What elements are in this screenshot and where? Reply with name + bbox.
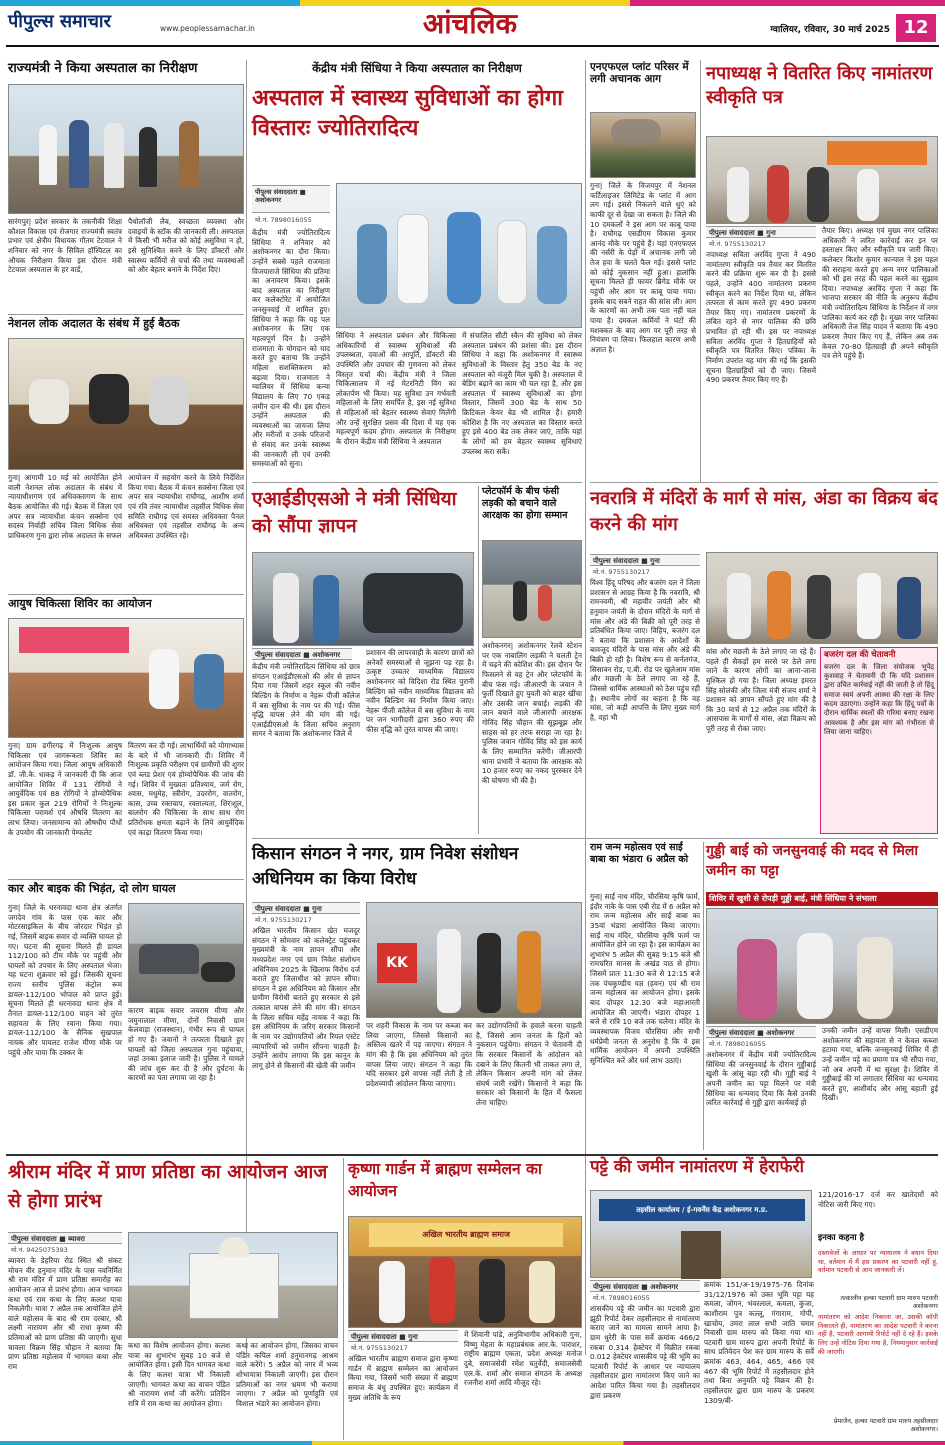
photo-ayush-camp <box>8 618 244 738</box>
a11-col1: अखिल भारतीय किसान खेत मजदूर संगठन ने सोमवार को कलेक्ट्रेट पहुंचकर मुख्यमंत्री के नाम ज्ञापन सौंपा और मध्यप्रदेश नगर एवं ग्राम निवेश संशोधन अधिनियम 2025 के खिलाफ विरोध दर्ज कराते हुए जिलाधीश को ज्ञापन सौंपा। संगठन ने इस अधिनियम को किसान और ग्रामीण विरोधी बताते हुए सरकार से इसे तत्काल वापस लेने की मांग की। संगठन के जिला सचिव महेंद्र नायक ने कहा कि इस अधिनियम के जरिए सरकार किसानों के नाम पर उद्योगपतियों और रियल एस्टेट व्यापारियों को जमीन सौंपना चाहती है। उन्होंने आरोप लगाया कि इस कानून के लागू होने से किसानों की खेती की जमीन <box>252 926 360 1070</box>
a13-col2: उनकी जमीन उन्हें वापस मिली। एसडीएम अशोकनगर की सहायता से न केवल कब्जा हटाया गया, बल्कि जनसुनवाई शिविर में ही उन्हें जमीन पट्टे का प्रमाण पत्र भी सौंपा गया, जो अब अपनी में था सुरक्षा है। शिविर में गुड्डीबाई की मां लगातार सिंधिया का धन्यवाद करते हुए, आशीर्वाद और आंसू बहाती हुई दिखीं। <box>822 1026 938 1103</box>
person-shape <box>104 123 124 188</box>
person-shape <box>379 1261 405 1323</box>
a16-quote2: नामांतरण को आदेश निकाला जा, उसकी कॉपी निकालते ही, नामांतरण का आदेश पटवारी ने करना नहीं है, पटवारी आगामी रिपोर्ट नहीं दे रहे हैं। इसके लिए उन्हें नोटिस दिया गया है, नियमानुसार कार्रवाई की जाएगी। <box>818 1313 938 1356</box>
a1-col1: सारंगपुर| प्रदेश सरकार के तकनीकी शिक्षा कौशल विकास एवं रोजगार राज्यमंत्री स्वतंत्र प्रभार एवं क्षेत्रीय विधायक गौतम टेटवाल ने शनिवार को नगर के सिविल हॉस्पिटल का औचक निरीक्षण किया इस दौरान मंत्री टेटवाल अस्पताल के हर वार्ड, <box>8 217 122 275</box>
person-shape <box>357 224 387 304</box>
divider <box>8 314 244 315</box>
person-shape <box>149 377 189 425</box>
mobile-a7: मो.नं. 9755130217 <box>709 240 766 248</box>
color-bar-cyan <box>0 0 300 6</box>
person-shape <box>857 169 879 221</box>
a6-col1: गुना| जिले के विजयपुर में नेशनल फर्टिलाइजर लिमिटेड के प्लांट में आग लग गई। इससे निकलने वाले धुएं को काफी दूर से देखा जा सकता है। जिले की 10 दमकलों ने इस आग पर काबू पाया है। राघौगढ़ एसडीएम विकास कुमार आनंद मौके पर पहुंचे हैं। यहां एनएफएल की नर्सरी के पेड़ों में अचानक लगी जो तेज हवा के चलते फैल गई। इससे प्लांट को कोई नुकसान नहीं हुआ। हालांकि सूचना मिलते ही फायर ब्रिगेड मौके पर पहुंची और आग पर काबू पाया गया। इसके बाद सबने राहत की सांस ली। आग के कारणों का अभी तक पता नहीं चल पाया है। दमकल कर्मियों ने घंटों की मशक्कत के बाद आग पर पूरी तरह से नियंत्रण पा लिया। फिलहाल कारण अभी अज्ञात है। <box>590 181 696 354</box>
brand-logo: पीपुल्स समाचार <box>8 11 111 32</box>
a1-col2: पैथोलॉजी लैब, स्वच्छता व्यवस्था और दवाइयों के स्टॉक की जानकारी ली। अस्पताल में किसी भी मरीज को कोई असुविधा न हो, इसे सुनिश्चित करने के लिए डॉक्टरों और स्वास्थ्य कर्मियों से चर्चा की तथा व्यवस्थाओं को और बेहतर बनाने के निर्देश दिए। <box>128 217 244 275</box>
headline-a2: नेशनल लोक अदालत के संबंध में हुई बैठक <box>8 317 180 330</box>
person-shape <box>857 937 893 1019</box>
a7-col2: तैयार किए। अध्यक्ष एवं मुख्य नगर पालिका अधिकारी ने त्वरित कार्रवाई कर इन पर हस्ताक्षर किए और स्वीकृति पत्र जारी किए। कलेक्टर किशोर कुमार कान्याल ने इस पहल की सराहना करते हुए अन्य नगर पालिकाओं को भी इस तरह की पहल करने का सुझाव दिया। नपाध्यक्ष अरविंद गुप्ता ने कहा कि भाजपा सरकार की नीति के अनुरूप केंद्रीय मंत्री ज्योतिरादित्य सिंधिया के निर्देशन में नगर पालिका कार्य कर रही है। मुख्य नगर पालिका अधिकारी तेज सिंह यादव ने बताया कि 490 प्रकरण तैयार किए गए हैं, लेकिन अब तक केवल 70-80 हितग्राही ही अपने स्वीकृति पत्र लेने पहुंचे हैं। <box>822 226 938 361</box>
person-shape <box>727 167 749 222</box>
divider <box>585 60 586 1355</box>
photo-nfl-fire <box>590 112 696 178</box>
person-shape <box>69 120 89 188</box>
a11-col3: कर उद्योगपतियों के हवाले करना चाहती है, जिससे आम जनता के हितों को नुकसान पहुंचेगा। संगठन ने चेतावनी दी कि सरकार किसानों के आंदोलन को दबाने के लिए कितनी भी ताकत लगा ले, लेकिन किसान अपनी मांग को लेकर संघर्ष जारी रखेंगे। किसानों ने कहा कि सरकार को किसानों के हित में फैसला लेना चाहिए। <box>476 1021 582 1108</box>
person-shape <box>517 931 541 1013</box>
a16-quote-title: इनका कहना है <box>818 1233 865 1243</box>
a4-col1: गुना| जिले के धरनावदा थाना क्षेत्र अंतर्गत जगदेव गांव के पास एक कार और मोटरसाइकिल के बीच जोरदार भिड़ंत हो गई, जिसमें बाइक सवार दो व्यक्ति घायल हो गए। घटना की सूचना मिलते ही डायल 112/100 को टीम मौके पर पहुंची और घायलों को उपचार के लिए अस्पताल भेजा। यह घटना शुक्रवार को हुई। जिसकी सूचना राज्य स्तरीय पुलिस कंट्रोल रूम डायल-112/100 भोपाल को प्राप्त हुई। सूचना मिलते ही धरनावदा थाना क्षेत्र में तैनात डायल-112/100 वाहन को तुरंत सहायता के लिए रवाना किया गया। डायल-112/100 के सैनिक सुखपाल नायक और पायलट राजेश मीणा मौके पर पहुंचे और पाया कि टक्कर के <box>8 903 122 1057</box>
divider <box>700 60 701 482</box>
person-shape <box>397 214 429 304</box>
mobile-a14: मो.नं. 9425075393 <box>11 1246 68 1254</box>
masthead <box>0 8 945 54</box>
person-shape <box>194 654 224 709</box>
stage-banner: अखिल भारतीय ब्राह्मण समाज <box>369 1223 563 1247</box>
mobile-a5: मो.नं. 7898016055 <box>255 216 312 224</box>
photo-scindia-hospital <box>336 183 582 328</box>
a7-col1: नपाध्यक्ष सविता अरविंद गुप्ता ने 490 नामांतरण स्वीकृति पत्र तैयार कर वितरित करने की प्रक्रिया शुरू कर दी है। इससे पहले, उन्होंने 400 नामांतरण प्रकरण स्वीकृत करने का निर्देश दिया था, लेकिन तत्परता से काम करते हुए 490 प्रकरण तैयार किए गए। नामांतरण प्रकरणों के लंबित रहने से नगर पालिका की छवि प्रभावित हो रही थी। इस पर नपाध्यक्ष सविता अरविंद गुप्ता ने हितग्राहियों को स्वीकृति पत्र वितरित किए। पत्रिका के निर्माण उपरांत यह मांग की गई कि इसकी सूचना हितग्राहियों को दी जाए। जिसमें 490 प्रकरण तैयार किए गए हैं। <box>706 250 816 385</box>
person-shape <box>39 125 57 185</box>
divider <box>478 486 479 834</box>
photo-minister-hospital <box>8 84 244 214</box>
person-shape <box>897 577 921 639</box>
person-shape <box>447 212 481 304</box>
banner-shape <box>19 627 129 653</box>
divider <box>343 1158 344 1440</box>
divider <box>252 838 938 839</box>
photo-brahmin-sammelan <box>348 1216 582 1328</box>
smoke-shape <box>611 119 661 145</box>
mobile-a15: मो.नं. 9755130217 <box>351 1344 408 1352</box>
person-shape <box>139 127 157 187</box>
headline-a15: कृष्णा गार्डन में ब्राह्मण सम्मेलन का आयोजन <box>348 1159 542 1201</box>
byline-a14: पीपुल्स संवाददाता ■ ब्यावरा <box>8 1232 122 1244</box>
a13-col1: अशोकनगर में केंद्रीय मंत्री ज्योतिरादित्य सिंधिया की जनसुनवाई के दौरान गुड्डीबाई खुशी के आंसू बहा रही थी। गुड्डी बाई ने अपनी जमीन का पट्टा मिलने पर मंत्री सिंधिया का धन्यवाद दिया कि कैसे उनकी त्वरित कार्रवाई से गुड्डी द्वारा कार्यवाई हो <box>706 1050 816 1108</box>
person-shape <box>807 575 831 639</box>
person-shape <box>529 1261 555 1323</box>
a9-col1: अशोकनगर| अशोकनगर रेलवे स्टेशन पर एक नाबालिग लड़की ने चलती ट्रेन में चढ़ने की कोशिश की। इस दौरान पैर फिसलने से वह ट्रेन और प्लेटफॉर्म के बीच फंस गई। जीआरपी के जवान ने फुर्ती दिखाते हुए युवती को बाहर खींचा और उसकी जान बचाई। लड़की की जान बचाने वाले जीआरपी आरक्षक गोविंद सिंह चौहान की सूझबूझ और साहस को हर तरफ सराहा जा रहा है। पुलिस जवान गोविंद सिंह को इस कार्य के लिए सम्मानित करेंगी। जीआरपी थाना प्रभारी ने बताया कि आरक्षक को 10 हजार रुपए का नकद पुरस्कार देने की घोषणा भी की है। <box>482 641 582 785</box>
masthead-rule <box>6 45 939 47</box>
headline-a12: राम जन्म महोत्सव एवं साईं बाबा का भंडारा 6 अप्रैल को <box>590 842 689 866</box>
section-title: आंचलिक <box>422 7 518 40</box>
person-shape <box>497 220 527 304</box>
mobile-a16: मो.नं. 7898016055 <box>593 1294 650 1302</box>
headline-a16: पट्टे की जमीन नामांतरण में हेराफेरी <box>590 1157 804 1177</box>
byline-a7: पीपुल्स संवाददाता ■ गुना <box>706 226 816 238</box>
person-shape <box>538 585 552 621</box>
byline-a11: पीपुल्स संवाददाता ■ गुना <box>252 902 360 914</box>
person-shape <box>89 374 129 424</box>
a16-quote1-attr: तत्कालीन हल्का पटवारी ग्राम मारुप पटवारी अशोकनगर <box>840 1295 938 1311</box>
dateline: ग्वालियर, रविवार, 30 मार्च 2025 <box>770 25 890 35</box>
headline-a8: एआईडीएसओ ने मंत्री सिंधिया को सौंपा ज्ञापन <box>252 488 457 537</box>
divider <box>590 482 938 483</box>
color-bar-magenta <box>630 0 945 6</box>
person-shape <box>29 379 69 424</box>
a10-box <box>820 647 938 834</box>
a10-box-title: बजरंग दल की चेतावनी <box>824 650 896 660</box>
a10-col1: विश्व हिंदू परिषद और बजरंग दल ने जिला प्रशासन से आग्रह किया है कि नवरात्रि, श्री रामनवमी, श्री महावीर जयंती और श्री हनुमान जयंती के दौरान मंदिरों के मार्ग से मांस और अंडे की बिक्री को पूरी तरह से प्रतिबंधित किया जाए। विहिप, बजरंग दल ने बताया कि प्रशासन के आदेशों के बावजूद मंदिरों के पास मांस और अंडे की बिक्री हो रही है। विशेष रूप से कर्नलगंज, सिसावन रोड, ए.बी. रोड पर खुलेआम मांस और मछली के ठेले लगाए जा रहे हैं, जिससे धार्मिक आस्थाओं को ठेस पहुंच रही है। स्थानीय लोगों का कहना है कि वह मांस, जो कड़ी आपत्ति के लिए मुख्य मार्ग है, वहां भी <box>590 578 700 722</box>
person-shape <box>273 573 299 643</box>
a15-col1: अखिल भारतीय ब्राह्मण समाज द्वारा कृष्णा गार्डन में ब्राह्मण सम्मेलन का आयोजन किया गया, जिसमें भारी संख्या में ब्राह्मण समाज के बंधु उपस्थित हुए। कार्यक्रम में मुख्य अतिथि के रूप <box>348 1354 458 1402</box>
photo-ram-mandir <box>128 1232 338 1338</box>
headline-a14: श्रीराम मंदिर में प्राण प्रतिष्ठा का आयोजन आज से होगा प्रारंभ <box>8 1161 328 1212</box>
divider <box>8 594 244 595</box>
photo-napadhyaksh <box>706 136 938 224</box>
person-shape <box>179 121 199 187</box>
headline-a7: नपाध्यक्ष ने वितरित किए नामांतरण स्वीकृति पत्र <box>706 63 933 109</box>
person-shape <box>857 573 881 639</box>
person-shape <box>737 939 777 1019</box>
a8-col1: केंद्रीय मंत्री ज्योतिरादित्य सिंधिया को छात्र संगठन एआईडीएसओ की ओर से ज्ञापन दिया गया जिसमें शहर स्कूल की नवीन बिल्डिंग के निर्माण व नेहरू पीजी कॉलेज में बस सुविधा के नाम पर की गई। फीस वृद्धि वापस लेने की मांग की गई। एआईडीएसओ के जिला सचिव अनुराग सागर ने बताया कि अशोकनगर जिले में <box>252 662 360 739</box>
mobile-a11: मो.नं. 9755130217 <box>255 916 312 924</box>
a4-col2: कारण बाइक सवार जयराम मीणा और जमुनालाल मीणा, दोनों निवासी ग्राम केलवाड़ा (राजस्थान), गंभीर रूप से घायल हो गए हैं। जवानों ने तत्परता दिखाते हुए घायलों को जिला अस्पताल गुना पहुंचाया, जहां उनका इलाज जारी है। पुलिस ने मामले की जांच शुरू कर दी है और दुर्घटना के कारणों का पता लगाया जा रहा है। <box>128 1006 244 1083</box>
person-shape <box>479 1259 505 1323</box>
person-shape <box>477 933 501 1013</box>
person-shape <box>767 165 789 223</box>
a16-col1: शासकीय पट्टे की जमीन का पटवारी द्वारा झूठी रिपोर्ट देकर तहसीलदार से नामांतरण कराए जाने का मामला सामने आया है। ग्राम धुरेरी के पास सर्वे क्रमांक 466/2 रकबा 0.314 हेक्टेयर में विक्रीत रकबा 0.012 हेक्टेयर शासकीय पट्टे की भूमि का पटवारी रिपोर्ट के आधार पर न्यायालय तहसीलदार द्वारा नामांतरण किए जाने का आदेश पारित किया गया है। तहसीलदार द्वारा प्रकरण <box>590 1304 700 1400</box>
color-bar-yellow <box>300 0 630 6</box>
car-shape <box>363 573 463 633</box>
a16-quote2-attr: प्रेमाजैन, हल्का पटवारी ग्राम मारुप तहसीलदार अशोकनगर। <box>833 1418 938 1434</box>
a5-col1: केंद्रीय मंत्री ज्योतिरादित्य सिंधिया ने शनिवार को अशोकनगर का दौरा किया। उन्होंने सबसे पहले राजमाता विजयाराजे सिंधिया की प्रतिमा का अनावरण किया। इसके बाद अस्पताल का निरीक्षण कर कलेक्टोरेट में आयोजित जनसुनवाई में शामिल हुए। सिंधिया ने कहा कि यह पल अशोकनगर के लिए एक महत्वपूर्ण दिन है। उन्होंने राजमाता के योगदान को याद करते हुए बताया कि उन्होंने महिला सशक्तिकरण को बढ़ावा दिया। राजमाता ने ग्वालियर में सिंधिया कन्या विद्यालय के लिए 70 एकड़ जमीन दान की थी। इस दौरान उन्होंने अस्पताल की व्यवस्थाओं का जायजा लिया और मरीजों व उनके परिजनों से संवाद कर उनके स्वास्थ्य की जानकारी ली एवं उनकी समस्याओं को सुना। <box>252 228 330 469</box>
a16-quote1: दस्तावेजों के आधार पर न्यायालय ने बयान दिया था, वर्तमान में मैं इस प्रकरण का पटवारी नहीं हूं, वर्तमान पटवारी से आप जानकारी लें। <box>818 1249 938 1275</box>
headline-a11: किसान संगठन ने नगर, ग्राम निवेश संशोधन अधिनियम का किया विरोध <box>252 844 519 889</box>
headline-a13: गुड्डी बाई को जनसुनवाई की मदद से मिला जमीन का पट्टा <box>706 843 918 879</box>
photo-tehsil-office <box>590 1190 812 1278</box>
a10-box-text: बजरंग दल के जिला संयोजक भूपेंद्र कुशवाह ने चेतावनी दी कि यदि प्रशासन द्वारा उचित कार्रवाई नहीं की जाती है तो हिंदू समाज स्वयं अपनी आस्था की रक्षा के लिए कदम उठाएगा। उन्होंने कहा कि हिंदू पर्वों के दौरान धार्मिक स्थलों की गरिमा बनाए रखना आवश्यक है और इस मांग को गंभीरता से लिया जाना चाहिए। <box>824 662 934 737</box>
a15-col2: में शिवानी पांडे, अनुविभागीय अधिकारी गुना, विष्णु मेहता के महाप्रबंधक आर.के. पाराशर, राष्ट्रीय ब्राह्मण एकता, प्रदेश अध्यक्ष मनोज दुबे, समाजसेवी रमेश चतुर्वेदी, समाजसेवी एल.के. शर्मा और समाज संगठन के अध्यक्ष रजनीश शर्मा आदि मौजूद रहे। <box>464 1330 582 1388</box>
bike-shape <box>201 962 235 982</box>
kisan-sign: KK <box>377 943 417 983</box>
headline-a1: राज्यमंत्री ने किया अस्पताल का निरीक्षण <box>8 61 198 76</box>
a14-col3: कथा का आयोजन होगा, जिसका वाचन पंडित कपिल शर्मा हनुमानगढ़ आश्रम वाले करेंगे। 5 अप्रैल को नगर में भव्य शोभायात्रा निकाली जाएगी। इस दौरान प्रतिमाओं का नगर भ्रमण भी कराया जाएगा। 7 अप्रैल को पूर्णाहुति एवं विशाल भंडारे का आयोजन होगा। <box>236 1341 338 1408</box>
website-url: www.peoplessamachar.in <box>160 24 255 33</box>
headline-a4: कार और बाइक की भिड़ंत, दो लोग घायल <box>8 882 176 895</box>
person-shape <box>313 575 339 643</box>
a14-col2: कथा का विशेष आयोजन होगा। कलश यात्रा का शुभारंभ सुबह 10 बजे से आयोजित होगा। इसी दिन भागवत कथा के लिए कलश यात्रा भी निकाली जाएगी। भागवत कथा का वाचन पंडित श्री नारायण शर्मा जी करेंगे। प्रतिदिन रात्रि में राम कथा का आयोजन होगा। <box>128 1341 230 1408</box>
a8-col2: प्रशासन की लापरवाही के कारण छात्रों को अनेकों समस्याओं से जूझना पड़ रहा है। उत्कृष्ट उच्चतर माध्यमिक विद्यालय अशोकनगर को विदिशा रोड स्थित पुरानी बिल्डिंग को नवीन माध्यमिक विद्यालय को नवीन बिल्डिंग का निर्माण किया जाए। नेहरू पीजी कॉलेज में बस सुविधा के नाम पर जन भागीदारी द्वारा 360 रुपए की फीस वृद्धि को तुरंत वापस की जाए। <box>366 648 474 735</box>
a5-col2: सिंधिया ने अस्पताल प्रबंधन और चिकित्सा अधिकारियों से स्वास्थ्य सुविधाओं की उपलब्धता, दवाओं की आपूर्ति, डॉक्टरों की उपस्थिति और उपचार की गुणवत्ता को लेकर विस्तृत चर्चा की। केंद्रीय मंत्री ने जिला चिकित्सालय में नई मेटरनिटी विंग का लोकार्पण भी किया। यह सुविधा उन गर्भवती महिलाओं के लिए समर्पित है, इस नई सुविधा से महिलाओं को बेहतर स्वास्थ्य सेवाएं मिलेंगी और उन्हें सुरक्षित प्रसव की दिशा में यह एक महत्वपूर्ण कदम होगा। अस्पताल के निरीक्षण के दौरान केंद्रीय मंत्री सिंधिया ने अस्पताल <box>336 331 456 447</box>
person-shape <box>537 226 567 304</box>
byline-a13: पीपुल्स संवाददाता ■ अशोकनगर <box>706 1026 816 1038</box>
divider <box>703 842 704 1150</box>
car-shape <box>139 944 199 974</box>
headline-a10: नवरात्रि में मंदिरों के मार्ग से मांस, अंडा का विक्रय बंद करने की मांग <box>590 488 938 536</box>
photo-aidso <box>252 552 474 646</box>
person-shape <box>797 933 833 1019</box>
person-shape <box>727 573 751 639</box>
bottom-bar <box>0 1441 945 1445</box>
mobile-a13: मो.नं. 7898016055 <box>709 1040 766 1048</box>
person-shape <box>429 1257 455 1323</box>
a2-col1: गुना| आगामी 10 मई को आयोजित होने वाली नेशनल लोक अदालत के संबंध में न्यायाधीशगण एवं अधिवक्तागण के साथ बैठक आयोजित की गई। बैठक में जिला एवं अपर सत्र न्यायाधीश कंचन सक्सेना एवं सदस्य निर्वाही सचिव जिला विधिक सेवा प्राधिकरण गुना द्वारा लोक अदालत के सफल <box>8 473 122 540</box>
door-shape <box>681 1231 721 1279</box>
photo-guddi-bai <box>706 908 938 1024</box>
headline-a6: एनएफएल प्लांट परिसर में लगी अचानक आग <box>590 61 689 85</box>
temple-shape <box>189 1253 279 1319</box>
headline-a3: आयुष चिकित्सा शिविर का आयोजन <box>8 597 152 610</box>
byline-a8: पीपुल्स संवाददाता ■ अशोकनगर <box>252 648 352 660</box>
person-shape <box>437 929 461 1013</box>
mobile-a10: मो.नं. 9755130217 <box>593 568 650 576</box>
a14-col1: ब्यावरा के डेहरिया रोड स्थित श्री संकट मोचन वीर हनुमान मंदिर के पास नवनिर्मित श्री राम मंदिर में प्राण प्रतिष्ठा समारोह का आयोजन आज से प्रारंभ होगा। आज भागवत कथा एवं राम कथा के लिए कलश यात्रा निकलेगी। यात्रा 7 अप्रैल तक आयोजित होने वाले महोत्सव के बाद श्री राम दरबार, श्री लक्ष्मी नारायण और श्री राधा कृष्ण की प्रतिमाओं को प्राण प्रतिष्ठा की जाएगी। सुधा चावला विक्रम सिंह चौहान ने बताया कि प्राण प्रतिष्ठा महोत्सव में भागवत कथा और राम <box>8 1256 122 1372</box>
photo-vhp-memo <box>706 552 938 644</box>
office-board: तहसील कार्यालय / ई-गवर्नेंस केंद्र अशोकनगर म.प्र. <box>599 1199 805 1221</box>
divider <box>8 879 244 880</box>
person-shape <box>767 571 791 639</box>
byline-a15: पीपुल्स संवाददाता ■ गुना <box>348 1330 458 1342</box>
a5-col3: में संचालित सीटी स्कैन की सुविधा को लेकर अस्पताल प्रबंधन की प्रशंसा की। इस दौरान सिंधिया ने कहा कि अशोकनगर में स्वास्थ्य सुविधाओं के विस्तार हेतु 350 बेड के नए अस्पताल को मंजूरी मिल चुकी है। अस्पताल में बेडिंग बढ़ाने का काम भी चल रहा है, और इस अस्पताल में स्वास्थ्य सुविधाओं का होगा विस्तार, जिसमें 300 बेड के साथ 50 क्रिटिकल केयर बेड भी शामिल हैं। हमारी कोशिश है कि नए अस्पताल का विस्तार करते हुए इसे 400 बेड तक लेकर जाएं, ताकि यहां के लोगों को हम बेहतर स्वास्थ्य सुविधाएं उपलब्ध करा सकें। <box>462 331 582 456</box>
photo-railway-platform <box>482 540 582 638</box>
page-number: 12 <box>896 14 936 42</box>
a16-col2: क्रमांक 151/अ-19/1975-76 दिनांक 31/12/1976 को उक्त भूमि पट्टा यह कमला, जोगन, भंवरलाल, कमला, कुंजा, काशीराम पुत्र कल्लू, गंगाराम, गोपी, खाचोय, उमरा लाल सभी जाति चमार निवासी ग्राम मारुप को किया गया था। पटवारी ग्राम मारुप द्वारा अपनी रिपोर्ट के साथ प्रतिवेदन पेश कर ग्राम मारुप के सर्वे क्रमांक 463, 464, 465, 466 एवं 467 की भूमि रिपोर्ट में तहसीलदार होने तथा बिना अनुमति पट्टे विक्रय की है। तहसीलदार द्वारा ग्राम मारुप के प्रकरण 1309/बी- <box>704 1280 814 1405</box>
headline-a5: अस्पताल में स्वास्थ्य सुविधाओं का होगा विस्तारः ज्योतिरादित्य <box>252 85 563 141</box>
a3-col2: वितरण कर दी गई। लाभार्थियों को योगाभ्यास के बारे में भी जानकारी दी। शिविर में निःशुल्क प्रकृति परीक्षण एवं ग्रामीणों की शुगर एवं ब्लड प्रेशर एवं होम्योपैथिक की जांच की गई। शिविर में मुख्यतः प्रतिश्याय, जर्म रोग, श्वास, मधुमेह, स्त्रीरोग, उदररोग, वातरोग, कास, उच्च रक्तचाप, रक्ताल्पता, शिरःशूल, बालरोग की चिकित्सा के साथ साथ रोग प्रतिरोधक क्षमता बढ़ाने के लिये आयुर्वेदिक एवं काढ़ा वितरण किया गया। <box>128 741 244 837</box>
temple-spire <box>219 1237 249 1257</box>
a3-col1: गुना| ग्राम डगीरगढ़ में निःशुल्क आयुष चिकित्सा एवं जागरूकता शिविर का आयोजन किया गया। जिला आयुष अधिकारी डॉ. जी.के. धाकड़ ने जानकारी दी कि आज आयोजित शिविर में 131 रोगियों ने आयुर्वेदिक एवं 88 रोगियों ने होम्योपैथिक इस प्रकार कुल 219 रोगियों ने निःशुल्क चिकित्सा परामर्श एवं औषधि वितरण का लाभ लिया। जनसामान्य को औषधीय पौधों के उपयोग की जानकारी पेम्फलेट <box>8 741 122 837</box>
subhead-a13: शिविर में खुशी से रोपड़ी गुड्डी बाई, मंत्री सिंधिया ने संभाला <box>706 892 938 906</box>
kicker-a5: केंद्रीय मंत्री सिंधिया ने किया अस्पताल का निरीक्षण <box>312 61 522 75</box>
photo-lok-adalat-meeting <box>8 338 244 470</box>
person-shape <box>513 581 527 621</box>
photo-kisan-protest <box>366 902 582 1018</box>
byline-a10: पीपुल्स संवाददाता ■ गुना <box>590 554 700 566</box>
person-shape <box>807 167 829 222</box>
byline-a5: पीपुल्स संवाददाता ■ अशोकनगर <box>252 185 330 213</box>
a11-col2: पर शहरी विकास के नाम पर कब्जा कर लिया जाएगा, जिससे किसानों का अस्तित्व खतरे में पड़ जाएगा। संगठन ने मांग की है कि इस अधिनियम को तुरंत वापस लिया जाए। संगठन ने कहा कि यदि सरकार इसे वापस नहीं लेती है तो प्रदेशव्यापी आंदोलन किया जाएगा। <box>366 1021 472 1088</box>
a10-col2: मांस और मछली के ठेले लगाए जा रहे हैं। पहले ही सैकड़ों हम सरसे पर ठेले लगा जाने के कारण लोगों का आना-जाना मुश्किल हो गया है। जिला अध्यक्ष इमरत सिंह सोलंकी और जिला मंत्री संजय शर्मा ने प्रशासन को ज्ञापन सौंपते हुए मांग की है कि 30 मार्च से 12 अप्रैल तक मंदिरों के आसपास के मार्गों से मांस, अंडा विक्रय को पूरी तरह से रोका जाए। <box>706 647 816 734</box>
byline-a16: पीपुल्स संवाददाता ■ अशोकनगर <box>590 1280 700 1292</box>
banner-shape <box>827 141 927 165</box>
a16-sidebar1: 121/2016-17 दर्ज कर खातेदारों को नोटिस जारी किए गए। <box>818 1190 938 1209</box>
headline-a9: प्लेटफॉर्म के बीच फंसी लड़की को बचाने वाले आरक्षक का होगा सम्मान <box>482 486 568 522</box>
a12-col1: गुना| साईं नाथ मंदिर, चौरसिया कृषि फार्म, इंदौर नाके के पास एबी रोड में 6 अप्रैल को राम जन्म महोत्सव और साईं बाबा का 35वां भंडारा आयोजित किया जाएगा। साईं नाथ मंदिर, चौरसिया कृषि फार्म पर आयोजित होने जा रहा है। इस कार्यक्रम का शुभारंभ 5 अप्रैल की सुबह 9:15 बजे श्री रामचरित मानस के अखंड पाठ से होगा। जिसमें प्रातः 11:30 बजे से 12:15 बजे तक पंचकुण्डीय यज्ञ (हवन) एवं श्री राम जन्म महोत्सव का आयोजन होगा। इसके बाद दोपहर 12.30 बजे महाआरती आयोजित की जाएगी। भंडारा दोपहर 1 बजे से रात्रि 10 बजे तक चलेगा। मंदिर के व्यवस्थापक विजय चौरसिया और सभी धर्मप्रेमी जनता से अनुरोध है कि वे इस धार्मिक आयोजन में अपनी उपस्थिति सुनिश्चित करें और धर्म लाभ उठाएं। <box>590 892 700 1065</box>
person-shape <box>149 649 179 709</box>
divider <box>6 1154 938 1156</box>
a2-col2: आयोजन में सहयोग करने के लिये निर्देशित किया गया। बैठक में कंचन सक्सेना जिला एवं अपर सत्र न्यायाधीश राघौगढ़, आशीष शर्मा एवं रवि तंवर न्यायाधीश तहसील विधिक सेवा समिति राघौगढ़ एवं समस्त अधिवक्ता पैनल अधिवक्ता एवं तहसील राघौगढ़ के अन्य अधिवक्ता उपस्थित रहे। <box>128 473 244 540</box>
divider <box>252 482 582 483</box>
photo-accident <box>128 903 244 1003</box>
